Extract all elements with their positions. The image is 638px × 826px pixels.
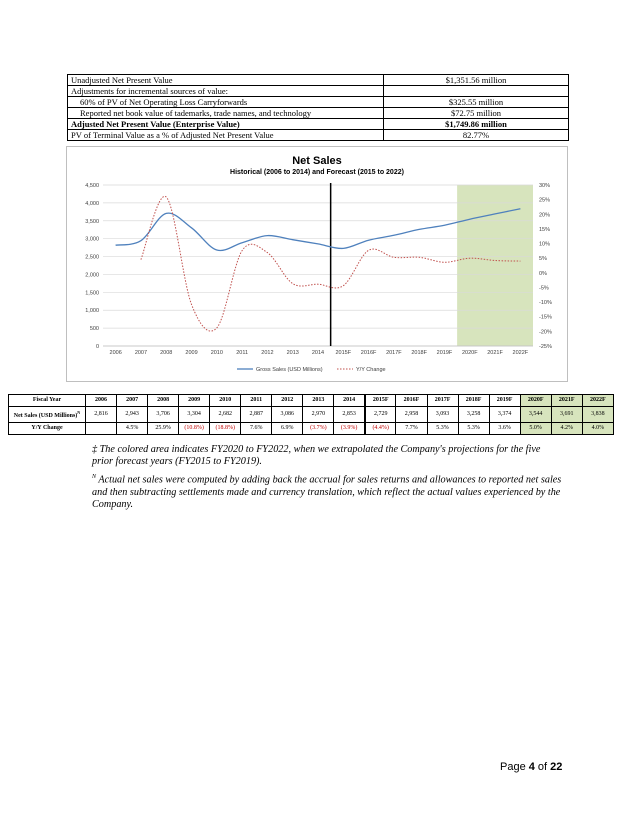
table-cell: 4.5% bbox=[117, 423, 148, 435]
summary-row bbox=[68, 86, 569, 97]
summary-value bbox=[384, 86, 569, 97]
page-of: of bbox=[534, 761, 551, 773]
row-header-mark: N bbox=[77, 410, 81, 415]
valuation-summary-table bbox=[67, 74, 569, 141]
table-cell: 2013 bbox=[303, 395, 334, 407]
table-cell: 2,729 bbox=[365, 407, 396, 423]
table-cell: (10.8%) bbox=[179, 423, 210, 435]
y-right-tick-label: -20% bbox=[539, 329, 552, 336]
x-tick-label: 2015F bbox=[335, 350, 352, 356]
y-right-tick-label: -5% bbox=[539, 285, 549, 292]
yy-change-point bbox=[292, 283, 293, 284]
x-tick-label: 2008 bbox=[160, 350, 173, 356]
table-cell: 2014 bbox=[334, 395, 365, 407]
gross-sales-point bbox=[494, 213, 495, 214]
gross-sales-point bbox=[368, 240, 369, 241]
summary-label: Adjusted Net Present Value (Enterprise Value) bbox=[68, 119, 384, 130]
y-right-tick-label: 0% bbox=[539, 270, 547, 277]
table-cell: 2017F bbox=[427, 395, 458, 407]
table-cell: 5.3% bbox=[427, 423, 458, 435]
y-right-tick-label: 10% bbox=[539, 241, 551, 248]
table-cell: 2021F bbox=[551, 395, 582, 407]
table-cell: 2010 bbox=[210, 395, 241, 407]
gross-sales-point bbox=[469, 219, 470, 220]
summary-row bbox=[68, 97, 569, 108]
table-cell: 2019F bbox=[489, 395, 520, 407]
yy-change-point bbox=[317, 284, 318, 285]
table-cell bbox=[86, 423, 117, 435]
yy-change-point bbox=[520, 261, 521, 262]
table-cell: 2,816 bbox=[86, 407, 117, 423]
table-cell: 2006 bbox=[86, 395, 117, 407]
y-right-tick-label: 20% bbox=[539, 212, 551, 219]
table-cell: 5.0% bbox=[520, 423, 551, 435]
gross-sales-point bbox=[419, 229, 420, 230]
y-left-tick-label: 4,000 bbox=[85, 200, 99, 207]
y-right-tick-label: 15% bbox=[539, 226, 551, 233]
table-cell: 4.0% bbox=[582, 423, 613, 435]
summary-value: 82.77% bbox=[384, 130, 569, 141]
yy-change-point bbox=[242, 250, 243, 251]
net-sales-data-table bbox=[8, 394, 614, 435]
y-right-tick-label: 5% bbox=[539, 256, 547, 263]
summary-label: Unadjusted Net Present Value bbox=[68, 75, 384, 86]
x-tick-label: 2007 bbox=[134, 350, 148, 356]
summary-value: $72.75 million bbox=[384, 108, 569, 119]
yy-change-point bbox=[494, 260, 495, 261]
table-cell: 3,838 bbox=[582, 407, 613, 423]
y-right-tick-label: 25% bbox=[539, 197, 551, 204]
x-tick-label: 2018F bbox=[411, 350, 427, 356]
row-header bbox=[9, 423, 86, 435]
table-cell: 2020F bbox=[520, 395, 551, 407]
forecast-shaded-area bbox=[457, 185, 533, 346]
summary-row bbox=[68, 119, 569, 130]
table-cell: 2,853 bbox=[334, 407, 365, 423]
table-cell: 2018F bbox=[458, 395, 489, 407]
gross-sales-point bbox=[393, 235, 394, 236]
y-left-tick-label: 0 bbox=[95, 344, 99, 350]
gross-sales-point bbox=[317, 243, 318, 244]
y-left-tick-label: 3,000 bbox=[85, 236, 99, 243]
table-row-yy-change bbox=[9, 423, 614, 435]
page-prefix: Page bbox=[500, 761, 529, 773]
table-cell: 2016F bbox=[396, 395, 427, 407]
table-cell: (18.8%) bbox=[210, 423, 241, 435]
footnote-mark: N bbox=[92, 473, 97, 480]
chart-title: Net Sales bbox=[292, 155, 342, 167]
x-tick-label: 2012 bbox=[261, 350, 274, 356]
yy-change-point bbox=[444, 262, 445, 263]
gross-sales-point bbox=[343, 248, 344, 249]
summary-value: $325.55 million bbox=[384, 97, 569, 108]
yy-change-point bbox=[343, 285, 344, 286]
footnote-shaded-area: ‡ The colored area indicates FY2020 to FY2022, when we extrapolated the Company's projections for the five prior forecast years (FY2015 to FY2019). bbox=[92, 444, 541, 468]
table-cell: 2011 bbox=[241, 395, 272, 407]
gross-sales-point bbox=[242, 242, 243, 243]
table-cell: 2012 bbox=[272, 395, 303, 407]
table-cell: 2008 bbox=[148, 395, 179, 407]
summary-label: Reported net book value of tademarks, trade names, and technology bbox=[68, 108, 384, 119]
y-left-tick-label: 1,000 bbox=[85, 308, 99, 315]
yy-change-point bbox=[267, 252, 268, 253]
summary-row bbox=[68, 130, 569, 141]
table-cell: 2007 bbox=[117, 395, 148, 407]
x-tick-label: 2010 bbox=[210, 350, 223, 356]
table-cell: 2,682 bbox=[210, 407, 241, 423]
table-row-net-sales bbox=[9, 407, 614, 423]
table-cell: 3,544 bbox=[520, 407, 551, 423]
chart-plot bbox=[67, 147, 567, 381]
summary-label: PV of Terminal Value as a % of Adjusted Net Present Value bbox=[68, 130, 384, 141]
x-tick-label: 2006 bbox=[109, 350, 122, 356]
x-tick-label: 2013 bbox=[286, 350, 299, 356]
x-tick-label: 2020F bbox=[461, 350, 478, 356]
row-header bbox=[9, 407, 86, 423]
summary-row bbox=[68, 75, 569, 86]
table-cell: 7.6% bbox=[241, 423, 272, 435]
y-right-tick-label: 30% bbox=[539, 183, 551, 189]
legend-label: Y/Y Change bbox=[356, 367, 386, 373]
x-tick-label: 2022F bbox=[512, 350, 529, 356]
gross-sales-point bbox=[292, 239, 293, 240]
y-left-tick-label: 1,500 bbox=[85, 290, 99, 297]
table-cell: (3.9%) bbox=[334, 423, 365, 435]
chart-subtitle: Historical (2006 to 2014) and Forecast (2015 to 2022) bbox=[230, 169, 404, 176]
table-cell: 3,706 bbox=[148, 407, 179, 423]
table-cell: 3,086 bbox=[272, 407, 303, 423]
row-header-text: Net Sales (USD Millions) bbox=[13, 413, 78, 419]
table-cell: 3,258 bbox=[458, 407, 489, 423]
summary-value: $1,749.86 million bbox=[384, 119, 569, 130]
row-header-text: Y/Y Change bbox=[31, 425, 63, 431]
yy-change-point bbox=[469, 258, 470, 259]
table-cell: 2,943 bbox=[117, 407, 148, 423]
page-number bbox=[500, 761, 562, 773]
gross-sales-point bbox=[520, 208, 521, 209]
table-cell: 2,958 bbox=[396, 407, 427, 423]
table-cell: 3.6% bbox=[489, 423, 520, 435]
yy-change-point bbox=[368, 250, 369, 251]
legend-label: Gross Sales (USD Millions) bbox=[256, 367, 323, 373]
table-cell: 2,970 bbox=[303, 407, 334, 423]
table-cell: 4.2% bbox=[551, 423, 582, 435]
table-cell: 7.7% bbox=[396, 423, 427, 435]
yy-change-point bbox=[419, 257, 420, 258]
gross-sales-point bbox=[216, 249, 217, 250]
y-right-tick-label: -10% bbox=[539, 300, 552, 307]
gross-sales-point bbox=[444, 225, 445, 226]
y-left-tick-label: 2,000 bbox=[85, 272, 99, 279]
footnote-net-sales bbox=[92, 471, 562, 512]
gross-sales-point bbox=[115, 245, 116, 246]
x-tick-label: 2016F bbox=[360, 350, 377, 356]
x-tick-label: 2021F bbox=[487, 350, 503, 356]
yy-change-point bbox=[140, 259, 141, 260]
net-sales-chart bbox=[66, 146, 568, 382]
table-cell: 3,304 bbox=[179, 407, 210, 423]
gross-sales-point bbox=[191, 227, 192, 228]
footnote-net-sales-text: Actual net sales were computed by adding back the accrual for sales returns and allowances to reported net sales and then subtracting settlements made and currency translation, which reflect the actual values experienced by the Company. bbox=[92, 474, 562, 511]
table-cell: 2,887 bbox=[241, 407, 272, 423]
table-cell: 5.3% bbox=[458, 423, 489, 435]
yy-change-point bbox=[166, 196, 167, 197]
y-left-tick-label: 2,500 bbox=[85, 254, 99, 261]
table-header-row bbox=[9, 395, 614, 407]
yy-change-point bbox=[393, 257, 394, 258]
footnotes bbox=[92, 444, 562, 513]
table-cell: 6.9% bbox=[272, 423, 303, 435]
yy-change-point bbox=[216, 327, 217, 328]
yy-change-point bbox=[191, 304, 192, 305]
table-cell: (4.4%) bbox=[365, 423, 396, 435]
table-cell: 3,093 bbox=[427, 407, 458, 423]
table-cell: 2015F bbox=[365, 395, 396, 407]
y-right-tick-label: -15% bbox=[539, 314, 552, 321]
table-cell: 3,691 bbox=[551, 407, 582, 423]
summary-label: 60% of PV of Net Operating Loss Carryforwards bbox=[68, 97, 384, 108]
gross-sales-point bbox=[166, 213, 167, 214]
summary-label: Adjustments for incremental sources of value: bbox=[68, 86, 384, 97]
y-right-tick-label: -25% bbox=[539, 344, 552, 350]
y-left-tick-label: 4,500 bbox=[85, 183, 99, 189]
gross-sales-point bbox=[267, 235, 268, 236]
table-cell: (3.7%) bbox=[303, 423, 334, 435]
summary-value: $1,351.56 million bbox=[384, 75, 569, 86]
row-header bbox=[9, 395, 86, 407]
x-tick-label: 2011 bbox=[236, 350, 249, 356]
x-tick-label: 2014 bbox=[311, 350, 325, 356]
table-cell: 2009 bbox=[179, 395, 210, 407]
summary-row bbox=[68, 108, 569, 119]
x-tick-label: 2019F bbox=[436, 350, 453, 356]
page-current: 4 bbox=[528, 761, 535, 773]
y-left-tick-label: 3,500 bbox=[85, 218, 99, 225]
x-tick-label: 2009 bbox=[185, 350, 198, 356]
table-cell: 2022F bbox=[582, 395, 613, 407]
y-left-tick-label: 500 bbox=[89, 326, 99, 333]
x-tick-label: 2017F bbox=[386, 350, 402, 356]
row-header-text: Fiscal Year bbox=[32, 397, 62, 403]
table-cell: 3,374 bbox=[489, 407, 520, 423]
table-cell: 25.9% bbox=[148, 423, 179, 435]
page-total: 22 bbox=[550, 761, 563, 773]
gross-sales-point bbox=[140, 240, 141, 241]
